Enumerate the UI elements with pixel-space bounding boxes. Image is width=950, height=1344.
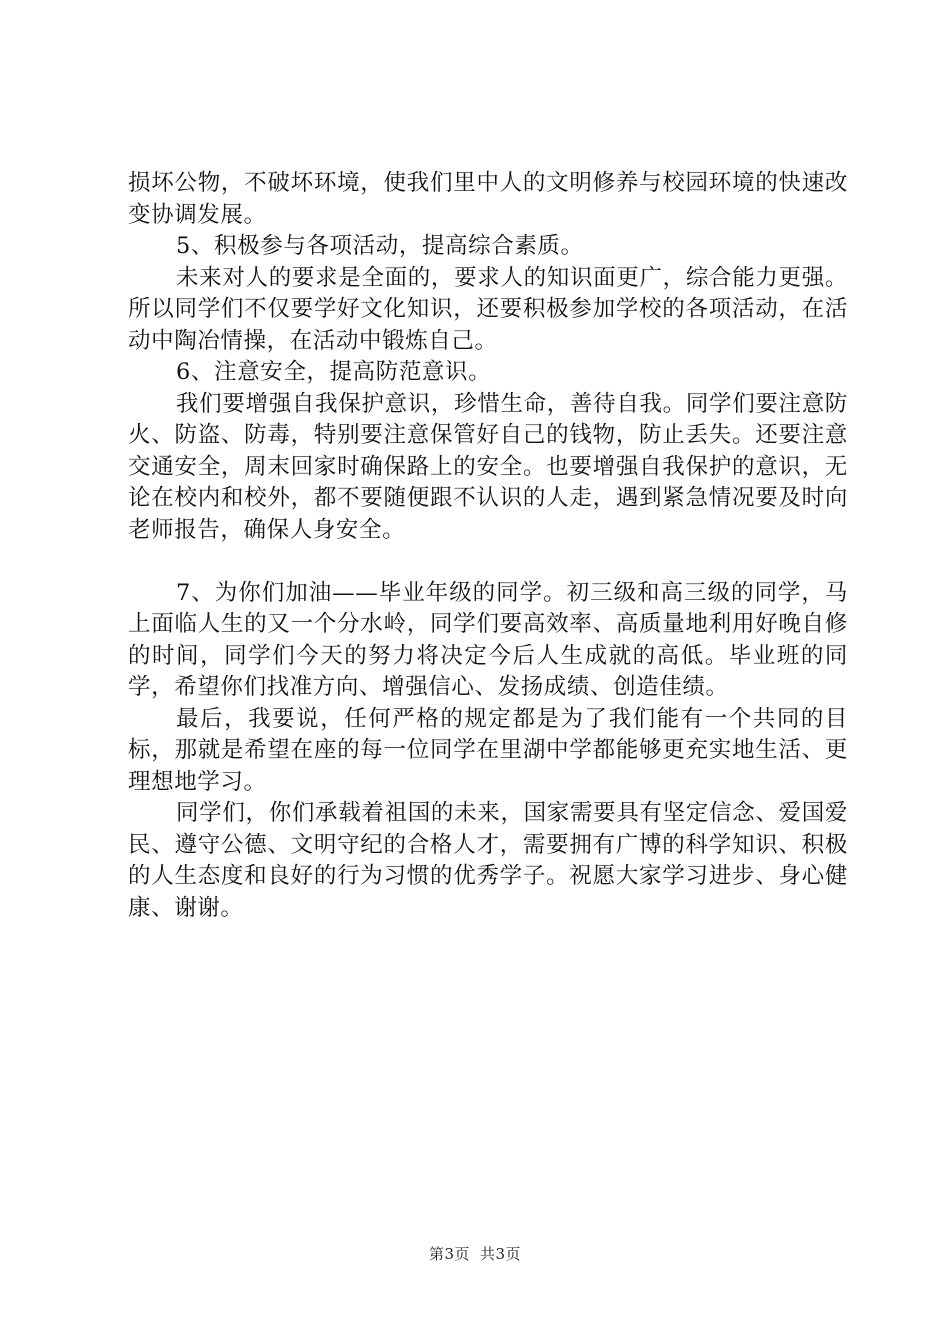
paragraph-safety: 我们要增强自我保护意识，珍惜生命，善待自我。同学们要注意防火、防盗、防毒，特别要注意保管好自己的钱物，防止丢失。还要注意交通安全，周末回家时确保路上的安全。也要增强自我保护的意识，无论在校内和校外，都不要随便跟不认识的人走，遇到紧急情况要及时向老师报告，确保人身安全。 — [128, 390, 848, 543]
paragraph-graduating-students: 7、为你们加油——毕业年级的同学。初三级和高三级的同学，马上面临人生的又一个分水岭，同学们要高效率、高质量地利用好晚自修的时间，同学们今天的努力将决定今后人生成就的高低。毕业班的同学，希望你们找准方向、增强信心、发扬成绩、创造佳绩。 — [128, 579, 848, 700]
paragraph-activities: 未来对人的要求是全面的，要求人的知识面更广，综合能力更强。所以同学们不仅要学好文化知识，还要积极参加学校的各项活动，在活动中陶冶情操，在活动中锻炼自己。 — [128, 264, 848, 354]
paragraph-continuation: 损坏公物，不破坏环境，使我们里中人的文明修养与校园环境的快速改变协调发展。 — [128, 170, 848, 228]
section-heading-6: 6、注意安全，提高防范意识。 — [176, 359, 492, 385]
document-body — [128, 168, 848, 924]
paragraph-final-wishes: 同学们，你们承载着祖国的未来，国家需要具有坚定信念、爱国爱民、遵守公德、文明守纪的合格人才，需要拥有广博的科学知识、积极的人生态度和良好的行为习惯的优秀学子。祝愿大家学习进步、身心健康、谢谢。 — [128, 800, 848, 921]
page-footer — [0, 1244, 950, 1264]
page-number-total: 共3页 — [480, 1245, 522, 1263]
page-number-current: 第3页 — [428, 1245, 470, 1263]
section-heading-5: 5、积极参与各项活动，提高综合素质。 — [176, 233, 584, 259]
paragraph-closing-remarks: 最后，我要说，任何严格的规定都是为了我们能有一个共同的目标，那就是希望在座的每一位同学在里湖中学都能够更充实地生活、更理想地学习。 — [128, 705, 848, 795]
